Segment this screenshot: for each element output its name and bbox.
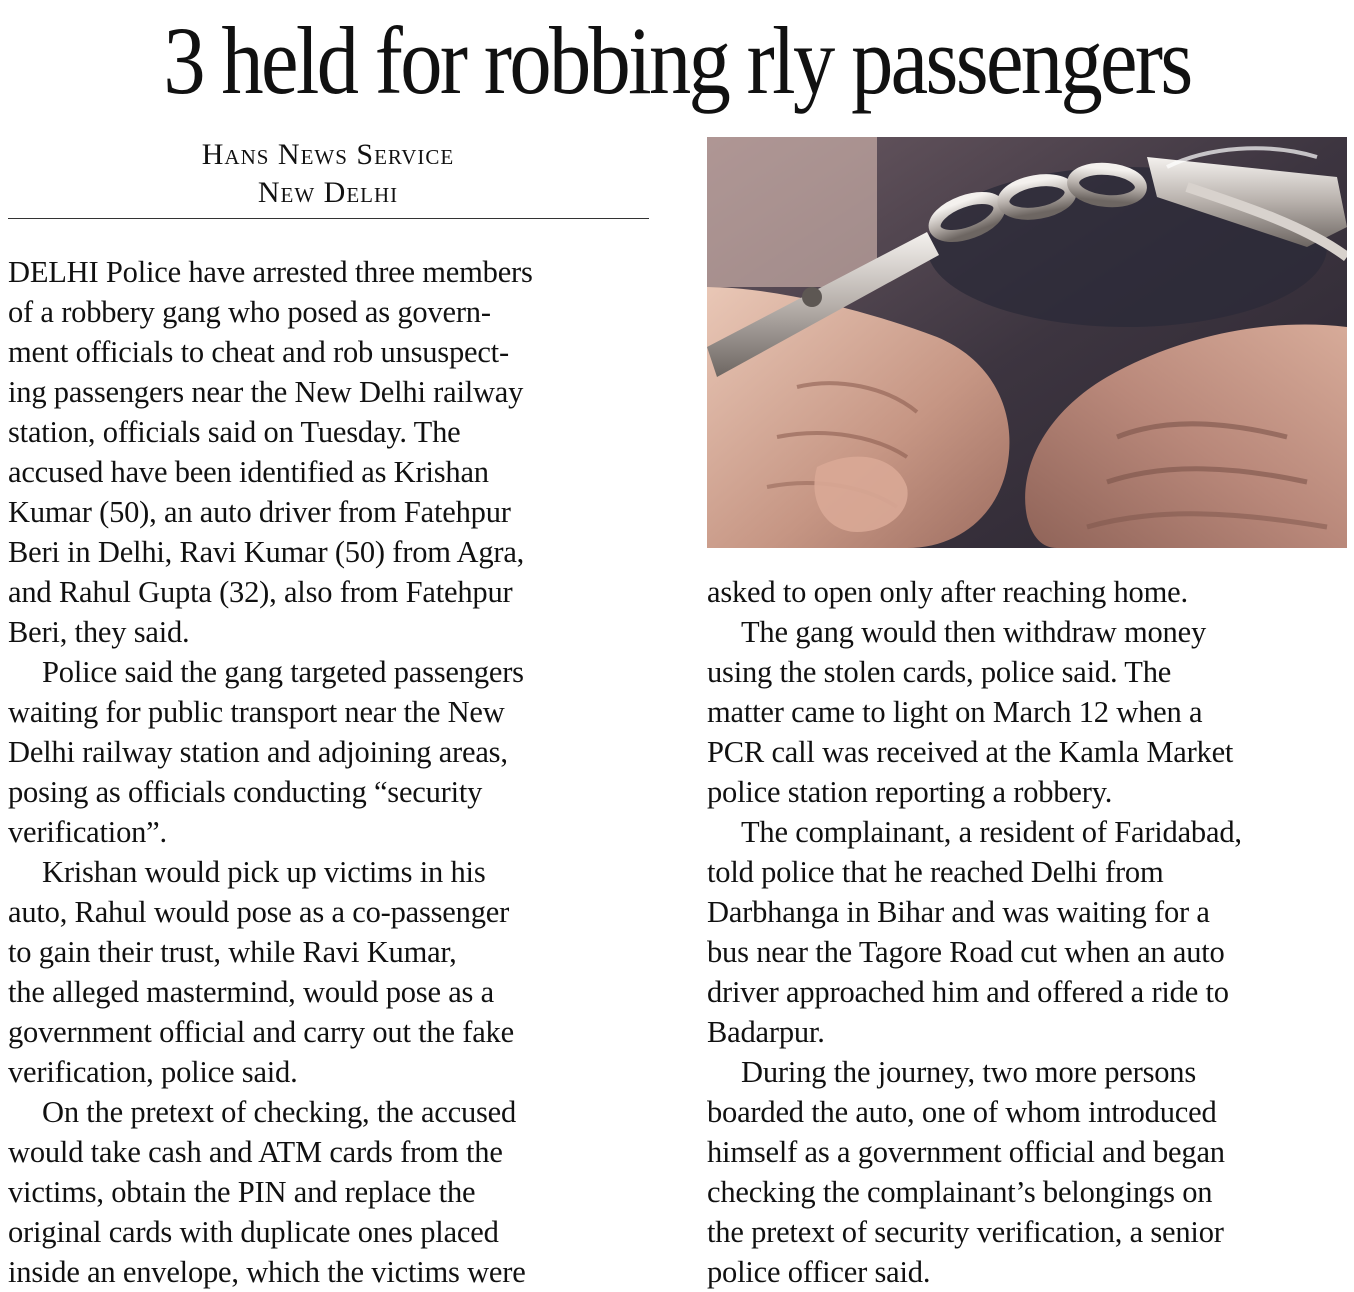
left-column-line: ing passengers near the New Delhi railway	[8, 375, 524, 409]
left-column-line: verification, police said.	[8, 1055, 298, 1089]
left-column-line: Police said the gang targeted passengers	[42, 655, 524, 689]
right-column-line: bus near the Tagore Road cut when an auto	[707, 935, 1225, 969]
byline-dateline: New Delhi	[257, 176, 399, 209]
left-column-line: accused have been identified as Krishan	[8, 455, 489, 489]
handcuffs-on-hands-photo	[707, 137, 1347, 548]
byline-agency: Hans News Service	[201, 138, 455, 171]
left-column-line: original cards with duplicate ones placed	[8, 1215, 499, 1249]
right-column-line: The gang would then withdraw money	[741, 615, 1206, 649]
left-column-line: would take cash and ATM cards from the	[8, 1135, 503, 1169]
left-column-line: victims, obtain the PIN and replace the	[8, 1175, 476, 1209]
left-column-line: verification”.	[8, 815, 167, 849]
left-column-line: the alleged mastermind, would pose as a	[8, 975, 494, 1009]
left-column-line: inside an envelope, which the victims were	[8, 1255, 526, 1289]
right-column-line: matter came to light on March 12 when a	[707, 695, 1203, 729]
article-column-right	[707, 572, 1347, 1292]
left-column-line: Kumar (50), an auto driver from Fatehpur	[8, 495, 511, 529]
right-column-line: boarded the auto, one of whom introduced	[707, 1095, 1217, 1129]
left-column-line: On the pretext of checking, the accused	[42, 1095, 517, 1129]
right-column-line: checking the complainant’s belongings on	[707, 1175, 1213, 1209]
left-column-line: Delhi railway station and adjoining areas,	[8, 735, 508, 769]
left-column-line: waiting for public transport near the New	[8, 695, 505, 729]
article-column-left	[8, 252, 653, 1292]
byline-divider	[8, 218, 649, 219]
right-column-line: During the journey, two more persons	[741, 1055, 1197, 1089]
left-column-line: to gain their trust, while Ravi Kumar,	[8, 935, 457, 969]
right-column-line: told police that he reached Delhi from	[707, 855, 1164, 889]
headline: 3 held for robbing rly passengers	[163, 7, 1191, 114]
right-column-line: The complainant, a resident of Faridabad,	[741, 815, 1242, 849]
right-column-line: Badarpur.	[707, 1015, 825, 1049]
left-column-line: ment officials to cheat and rob unsuspect-	[8, 335, 509, 369]
right-column-line: using the stolen cards, police said. The	[707, 655, 1172, 689]
left-column-line: Krishan would pick up victims in his	[42, 855, 486, 889]
left-column-line: posing as officials conducting “security	[8, 775, 483, 809]
left-column-line: of a robbery gang who posed as govern-	[8, 295, 491, 329]
byline	[8, 136, 648, 212]
left-column-line: DELHI Police have arrested three members	[8, 255, 533, 289]
right-column-line: himself as a government official and began	[707, 1135, 1225, 1169]
right-column-line: asked to open only after reaching home.	[707, 575, 1188, 609]
left-column-line: Beri, they said.	[8, 615, 190, 649]
right-column-line: Darbhanga in Bihar and was waiting for a	[707, 895, 1210, 929]
left-column-line: and Rahul Gupta (32), also from Fatehpur	[8, 575, 513, 609]
left-column-line: Beri in Delhi, Ravi Kumar (50) from Agra,	[8, 535, 525, 569]
right-column-line: PCR call was received at the Kamla Market	[707, 735, 1234, 769]
right-column-line: driver approached him and offered a ride to	[707, 975, 1229, 1009]
left-column-line: auto, Rahul would pose as a co-passenger	[8, 895, 510, 929]
left-column-line: station, officials said on Tuesday. The	[8, 415, 461, 449]
right-column-line: the pretext of security verification, a senior	[707, 1215, 1224, 1249]
right-column-line: police officer said.	[707, 1255, 931, 1289]
right-column-line: police station reporting a robbery.	[707, 775, 1113, 809]
left-column-line: government official and carry out the fake	[8, 1015, 514, 1049]
